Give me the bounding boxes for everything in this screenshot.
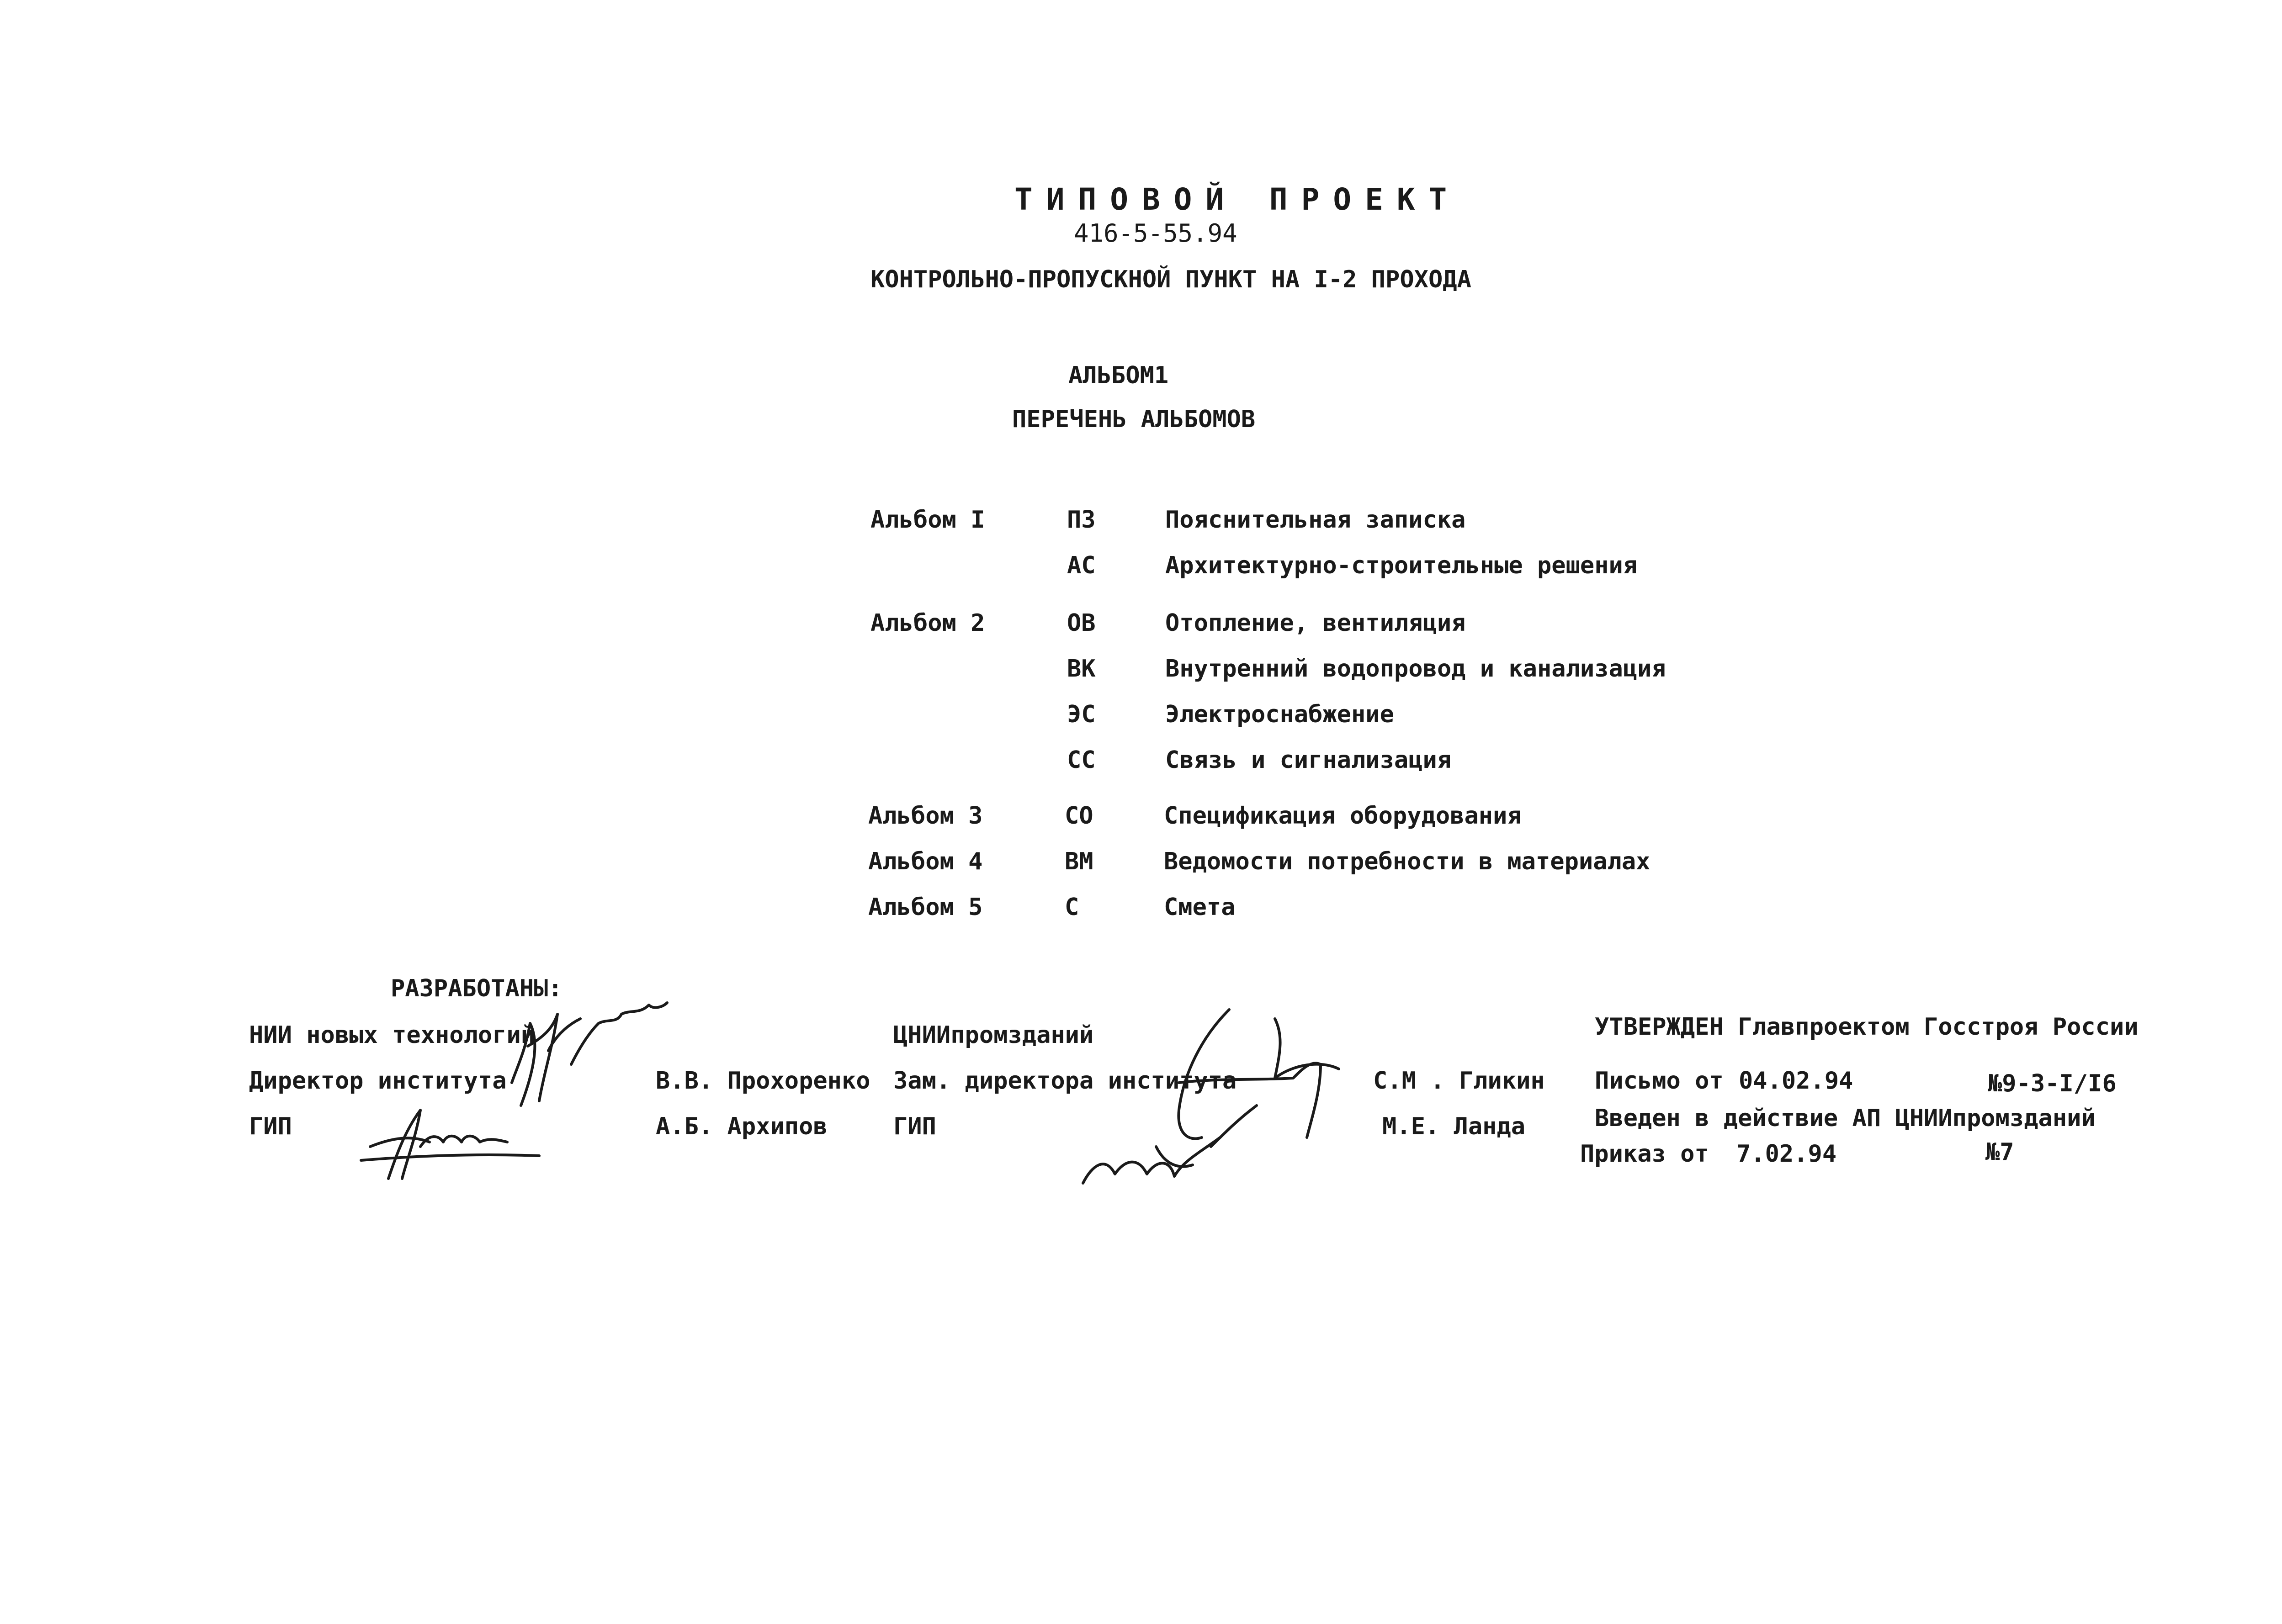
album-code: С bbox=[1065, 894, 1079, 921]
album-code: ВК bbox=[1067, 655, 1096, 682]
enacted-line: Введен в действие АП ЦНИИпромзданий bbox=[1595, 1105, 2096, 1132]
album-title: Электроснабжение bbox=[1165, 701, 1394, 728]
project-type: ТИПОВОЙ ПРОЕКТ bbox=[1014, 182, 1461, 217]
album-code: ОВ bbox=[1067, 609, 1096, 637]
album-label: Альбом 4 bbox=[868, 848, 983, 875]
org1-gip-name: А.Б. Архипов bbox=[656, 1113, 828, 1140]
signature-deputy-org2 bbox=[1065, 1000, 1412, 1192]
album-title: Связь и сигнализация bbox=[1165, 746, 1452, 774]
org2-name: ЦНИИпромзданий bbox=[893, 1021, 1094, 1049]
album-title: Внутренний водопровод и канализация bbox=[1165, 655, 1666, 682]
album-code: ЭС bbox=[1067, 701, 1096, 728]
org2-gip-label: ГИП bbox=[893, 1113, 936, 1140]
album-code: ВМ bbox=[1065, 848, 1093, 875]
album-code: СС bbox=[1067, 746, 1096, 774]
letter-number: №9-3-I/I6 bbox=[1988, 1070, 2117, 1097]
album-title: Смета bbox=[1164, 894, 1236, 921]
org1-gip-label: ГИП bbox=[249, 1113, 292, 1140]
org2-gip-name: М.Е. Ланда bbox=[1382, 1113, 1526, 1140]
order-label: Приказ от bbox=[1580, 1140, 1709, 1168]
letter-date: 04.02.94 bbox=[1739, 1067, 1853, 1095]
org1-director-name: В.В. Прохоренко bbox=[656, 1067, 870, 1095]
order-number: №7 bbox=[1985, 1138, 2014, 1166]
album-title: Ведомости потребности в материалах bbox=[1164, 848, 1650, 875]
developers-heading: РАЗРАБОТАНЫ: bbox=[391, 975, 563, 1002]
org2-deputy-name: С.М . Гликин bbox=[1373, 1067, 1545, 1095]
album-title: Пояснительная записка bbox=[1165, 506, 1466, 534]
album-label: Альбом 5 bbox=[868, 894, 983, 921]
album-number: АЛЬБОМ1 bbox=[1068, 362, 1169, 389]
signature-gip-org1 bbox=[352, 1092, 553, 1188]
album-label: Альбом I bbox=[870, 506, 985, 534]
letter-label: Письмо от bbox=[1595, 1067, 1724, 1095]
org1-director-label: Директор института bbox=[249, 1067, 507, 1095]
org2-deputy-label: Зам. директора института bbox=[893, 1067, 1237, 1095]
album-label: Альбом 3 bbox=[868, 802, 983, 830]
album-label: Альбом 2 bbox=[870, 609, 985, 637]
project-name: КОНТРОЛЬНО-ПРОПУСКНОЙ ПУНКТ НА I-2 ПРОХОДА bbox=[870, 266, 1471, 293]
project-number: 416-5-55.94 bbox=[1074, 219, 1237, 248]
approved-line: УТВЕРЖДЕН Главпроектом Госстроя России bbox=[1595, 1013, 2139, 1041]
album-code: ПЗ bbox=[1067, 506, 1096, 534]
org1-name: НИИ новых технологий bbox=[249, 1021, 536, 1049]
list-title: ПЕРЕЧЕНЬ АЛЬБОМОВ bbox=[1012, 406, 1256, 433]
album-code: АС bbox=[1067, 552, 1096, 579]
album-title: Спецификация оборудования bbox=[1164, 802, 1522, 830]
album-code: СО bbox=[1065, 802, 1093, 830]
album-title: Архитектурно-строительные решения bbox=[1165, 552, 1638, 579]
order-date: 7.02.94 bbox=[1736, 1140, 1837, 1168]
album-title: Отопление, вентиляция bbox=[1165, 609, 1466, 637]
